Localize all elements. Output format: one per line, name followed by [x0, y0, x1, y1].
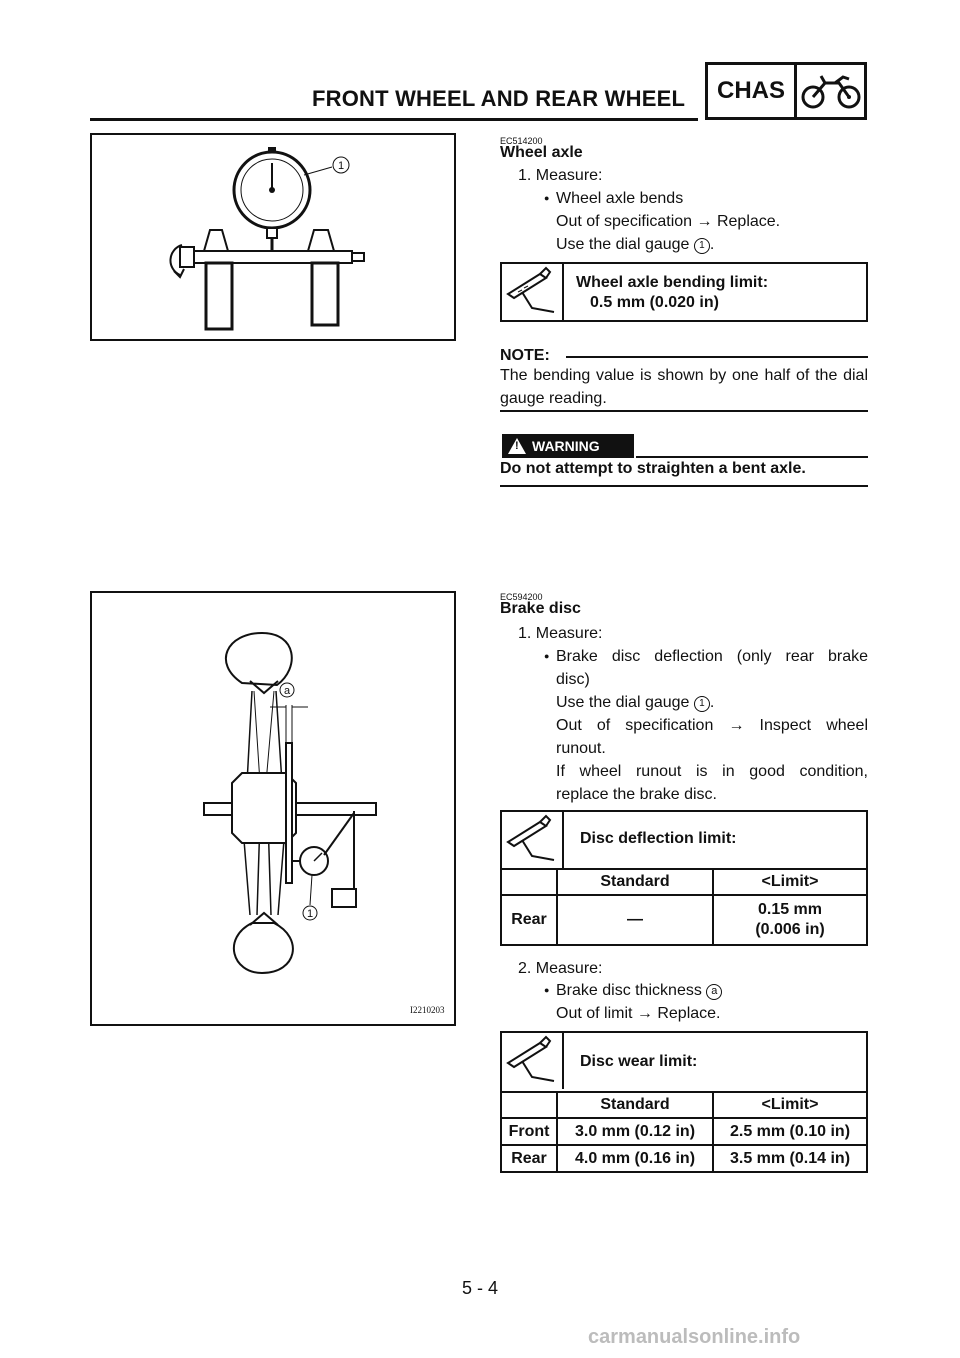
axle-spec-value: 0.5 mm (0.020 in): [590, 294, 719, 311]
disc-bullet1-l2: disc): [556, 671, 590, 688]
disc-use-prefix: Use the dial gauge: [556, 694, 694, 711]
deflection-header-0: [501, 869, 557, 895]
wear-header-0: [501, 1092, 557, 1118]
axle-spec-box: [500, 262, 868, 322]
caliper-icon: [502, 264, 564, 320]
brake-disc-illustration: [92, 593, 454, 1024]
disc-bullet1-l1: ● Brake disc deflection (only rear brake: [556, 645, 868, 668]
axle-line2: [556, 233, 714, 256]
wear-front-limit: 2.5 mm (0.10 in): [713, 1118, 867, 1145]
wear-title: Disc wear limit:: [580, 1053, 698, 1070]
wear-front-standard: 3.0 mm (0.12 in): [557, 1118, 713, 1145]
note-rule-top: [566, 356, 868, 358]
section-badge: [705, 62, 867, 120]
page-title: FRONT WHEEL AND REAR WHEEL: [312, 86, 686, 111]
disc-bullet2-prefix: Brake disc thickness: [556, 982, 707, 999]
fig1-callout: 1: [337, 160, 345, 172]
disc-bullet2: [556, 979, 722, 1002]
deflection-spec-box: [500, 810, 868, 946]
wear-header-1: Standard: [557, 1092, 713, 1118]
deflection-header-2: <Limit>: [713, 869, 867, 895]
warning-triangle-icon: [508, 438, 526, 454]
warning-rule-top: [636, 456, 868, 458]
warning-badge: [502, 434, 634, 458]
axle-section-code: EC514200: [500, 136, 543, 146]
wear-rear-label: Rear: [501, 1145, 557, 1172]
disc-use-suffix: .: [709, 694, 715, 711]
disc-if-l2: replace the brake disc.: [556, 786, 717, 803]
deflection-row-label: Rear: [501, 895, 557, 945]
disc-oos-l2: runout.: [556, 740, 606, 757]
fig2-callout-1: 1: [306, 908, 314, 920]
disc-oos-l1: Out of specification → Inspect wheel: [556, 717, 868, 734]
wear-front-label: Front: [501, 1118, 557, 1145]
deflection-limit-mm: 0.15 mm: [757, 901, 823, 918]
disc-use-callout: 1: [694, 696, 710, 712]
deflection-limit-in: (0.006 in): [755, 921, 825, 938]
warning-label: WARNING: [532, 438, 600, 454]
axle-figure: [90, 133, 456, 341]
deflection-header-1: Standard: [557, 869, 713, 895]
disc-section-title: Brake disc: [500, 600, 581, 617]
table-row: [501, 1118, 867, 1145]
deflection-row-limit: [713, 895, 867, 945]
wear-table: [500, 1091, 868, 1173]
axle-step: 1. Measure:: [518, 167, 603, 184]
fig2-callout-a: a: [283, 685, 291, 697]
axle-section-title: Wheel axle: [500, 144, 583, 161]
chas-label: CHAS: [708, 65, 797, 117]
axle-line1: Out of specification → Replace.: [556, 213, 781, 230]
disc-limit-line: Out of limit → Replace.: [556, 1005, 721, 1022]
motorcycle-icon: [797, 65, 864, 117]
deflection-table: [500, 868, 868, 946]
disc-bullet2-callout: a: [706, 984, 722, 1000]
wear-rear-limit: 3.5 mm (0.14 in): [713, 1145, 867, 1172]
disc-use-line: [556, 691, 714, 714]
caliper-icon: [502, 1033, 564, 1089]
axle-line2-suffix: .: [709, 236, 715, 253]
disc-step2: 2. Measure:: [518, 960, 603, 977]
watermark: carmanualsonline.info: [588, 1326, 801, 1348]
note-text: The bending value is shown by one half of the dial gauge reading.: [500, 367, 868, 407]
brake-disc-figure: [90, 591, 456, 1026]
warning-rule-bottom: [500, 485, 868, 487]
axle-bullet: ● Wheel axle bends: [556, 187, 683, 210]
header-rule: [90, 118, 698, 121]
disc-step1: 1. Measure:: [518, 625, 603, 642]
table-row: [501, 1145, 867, 1172]
caliper-icon: [502, 812, 564, 868]
disc-if-l1: If wheel runout is in good condition,: [556, 763, 868, 780]
axle-spec-label: Wheel axle bending limit:: [576, 274, 769, 291]
warning-text: Do not attempt to straighten a bent axle.: [500, 460, 806, 477]
wear-header-2: <Limit>: [713, 1092, 867, 1118]
axle-line2-prefix: Use the dial gauge: [556, 236, 694, 253]
axle-callout: 1: [694, 238, 710, 254]
wear-spec-box: [500, 1031, 868, 1173]
note-rule-bottom: [500, 410, 868, 412]
axle-illustration: [92, 135, 454, 339]
note-label: NOTE:: [500, 347, 550, 364]
deflection-title: Disc deflection limit:: [580, 830, 737, 847]
figure-code: I2210203: [410, 1005, 445, 1015]
disc-section-code: EC594200: [500, 592, 543, 602]
page-number: 5 - 4: [461, 1278, 499, 1298]
deflection-row-standard: —: [557, 895, 713, 945]
wear-rear-standard: 4.0 mm (0.16 in): [557, 1145, 713, 1172]
